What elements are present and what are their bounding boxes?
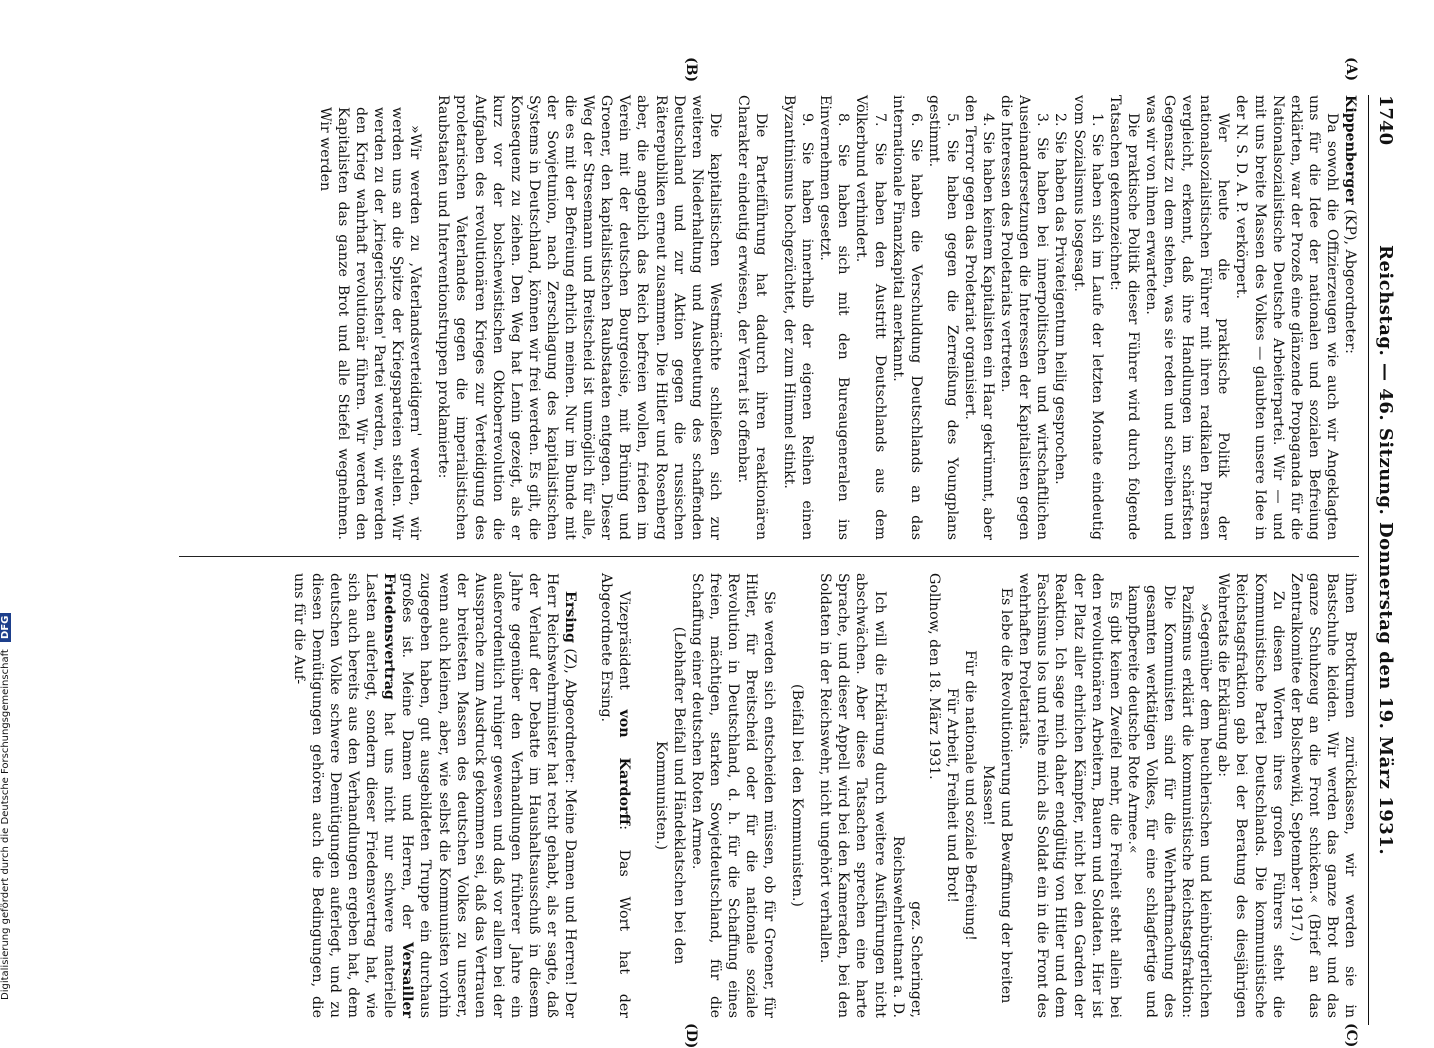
speech-paragraph: Es gibt keinen Zweifel mehr, die Freiheit steht allein bei den revolutionären Arbeitern, Bauern und Soldaten. Hier ist der Platz aller ehrlichen Kämpfer, nicht bei den Garden der Reaktion. Ich sage mich daher endgültig von Hitler und dem Faschismus los und reihe mich als Soldat ein in die Front des wehrhaften Proletariats. — [1016, 573, 1123, 1018]
place-date: Gollnow, den 18. März 1931. — [925, 573, 942, 780]
speech-paragraph: Die kapitalistischen Westmächte schließen sich zur weiteren Niederhaltung und Ausbeutung des schaffenden Deutschland und zur Aktion gegen die russischen Räterepubliken erneut zusammen. Die Hitler und Rosenberg aber, die angeblich das Reich befreien wollen, frieden im Verein mit der deutschen Bourgeoisie, mit Brüning und Groener, den kapitalistischen Raubstaaten entgegen. Dieser Weg der Stresemann und Breitscheid ist unmöglich für alle, die es mit der Befreiung ehrlich meinen. Nur im Bunde mit der Sowjetunion, nach Zerschlagung des kapitalistischen Systems in Deutschland, können wir frei werden. Es gilt, die Konsequenz zu ziehen. Den Weg hat Lenin gezeigt, als er kurz vor der bolschewistischen Oktoberrevolution die Aufgaben des revolutionären Krieges zur Verteidigung des proletarischen Vaterlandes gegen die imperialistischen Raubstaaten und Interventionstruppen proklamierte: — [435, 95, 723, 540]
speech-paragraph: ihnen Brotkrumen zurücklassen, wir werden sie in Bastschuhe kleiden. Wir werden das ganze Brot und das ganze Schuhzeug an die Front schicken.« (Brief an das Zentralkomitee der Bolschewiki, September 1917.) — [1287, 573, 1358, 1018]
list-item: 6. Sie haben die Verschuldung Deutschlands an das internationale Finanzkapital anerkannt. — [889, 95, 924, 540]
speech-paragraph — [290, 573, 580, 1018]
speech-paragraph: Da sowohl die Offizierzeugen wie auch wir Angeklagten uns für die Idee der nationalen und sozialen Befreiung erklärten, war der Prozeß eine glänzende Propaganda für die Nationalsozialistische Deutsche Arbeiterpartei. Wir — und mit uns breite Massen des Volkes — glaubten unsere Idee in der N. S. D. A. P. verkörpert. — [1233, 95, 1340, 540]
speech-paragraph — [597, 573, 633, 1018]
speaker-name: Ersing — [562, 591, 579, 643]
list-item: 7. Sie haben den Austritt Deutschlands aus dem Völkerbund verhindert. — [853, 95, 888, 540]
list-item: 5. Sie haben gegen die Zerreißung des Youngplans gestimmt. — [925, 95, 960, 540]
margin-mark-a: (A) — [1343, 57, 1359, 82]
speech-paragraph: Die praktische Politik dieser Führer wird durch folgende Tatsachen gekennzeichnet: — [1106, 95, 1141, 540]
emphasis: Versailler Friedensvertrag — [381, 573, 416, 1018]
footer-credit — [0, 400, 14, 1000]
page-header — [1368, 95, 1399, 1025]
speaker-name: Kippenberger — [1342, 95, 1358, 205]
vp-intro: Vizepräsident — [616, 591, 633, 710]
list-item: 1. Sie haben sich im Laufe der letzten Monate eindeutig vom Sozialismus losgesagt. — [1070, 95, 1105, 540]
quote-paragraph: »Gegenüber dem heuchlerischen und kleinbürgerlichen Pazifismus erklärt die kommunistische Reichstagsfraktion: Die Kommunisten sind für die Wehrhaftmachung des gesamten werktätigen Volkes, für eine schlagfertige und kampfbereite deutsche Rote Armee.« — [1124, 585, 1214, 1018]
slogan: Für die nationale und soziale Befreiung! — [962, 650, 979, 941]
left-column — [316, 95, 1359, 540]
reaction: (Lebhafter Beifall und Händeklatschen bei den Kommunisten.) — [652, 626, 687, 965]
reaction: (Beifall bei den Kommunisten.) — [789, 684, 806, 907]
speech-paragraph: Zu diesen Worten ihres großen Führers steht die Kommunistische Partei Deutschlands. Die kommunistische Reichstagsfraktion gab bei der Beratung des diesjährigen Wehretats die Erklärung ab: — [1215, 573, 1286, 1018]
speech-paragraph — [1341, 95, 1359, 540]
speech-paragraph: Sie werden sich entscheiden müssen, ob für Groener, für Hitler, für Breitscheid oder für die nationale soziale Revolution in Deutschland, d. h. für die Schaffung eines freien, mächtigen, starken Sowjetdeutschland, für die Schaffung einer deutschen Roten Armee. — [688, 573, 778, 1018]
right-column — [290, 573, 1359, 1018]
vp-name: von Kardorff — [616, 709, 633, 826]
signature-name: gez. Scheringer, — [907, 901, 924, 1018]
page-number: 1740 — [1375, 95, 1396, 146]
slogan: Es lebe die Revolutionierung und Bewaffnung der breiten Massen! — [980, 587, 1015, 1004]
list-item: 2. Sie haben das Privateigentum heilig gesprochen. — [1052, 113, 1069, 485]
margin-mark-d: (D) — [683, 1023, 699, 1048]
speech-text: (Z), Abgeordneter: Meine Damen und Herren! Der Herr Reichswehrminister hat recht gehabt, als er sagte, daß der Verlauf der Debatte im Haushaltsausschuß in diesem Jahre gegenüber den Verhandlungen früherer Jahre ein außerordentlich ruhiger gewesen und daß vor allem bei der Aussprache zum Ausdruck gekommen sei, daß das Vertrauen der breitesten Massen des deutschen Volkes zu unserer, wenn auch kleinen, aber, wie selbst die Kommunisten vorhin zugegeben haben, gut ausgebildeten Truppe ein durchaus großes ist. Meine Damen und Herren, der — [399, 573, 579, 1018]
margin-mark-b: (B) — [683, 57, 699, 83]
slogan: Für Arbeit, Freiheit und Brot! — [943, 688, 960, 903]
header-title: Reichstag. — 46. Sitzung. Donnerstag den 19. März 1931. — [1375, 245, 1396, 856]
quote-paragraph: »Wir werden zu ‚Vaterlandsverteidigern' werden, wir werden uns an die Spitze der Kriegsparteien stellen. Wir werden zu der ‚kriegerischsten' Partei werden, wir werden den Krieg wahrhaft revolutionär führen. Wir werden den Kapitalisten das ganze Brot und alle Stiefel wegnehmen. Wir werden — [316, 107, 424, 540]
speech-paragraph: Die Parteiführung hat dadurch ihren reaktionären Charakter eindeutig erwiesen, der Verrat ist offenbar. — [734, 95, 769, 540]
margin-mark-c: (C) — [1343, 1023, 1359, 1048]
signature-title: Reichswehrleutnant a. D. — [889, 835, 906, 1018]
credit-text: Digitalisierung gefördert durch die Deutsche Forschungsgemeinschaft — [0, 649, 11, 1000]
dfg-logo: DFG — [0, 613, 11, 642]
list-item: 9. Sie haben innerhalb der eigenen Reihen einen Byzantinismus hochgezüchtet, der zum Himmel stinkt. — [781, 95, 816, 540]
speech-text: hat uns nicht nur schwere materielle Lasten auferlegt, sondern dieser Friedensvertrag hat, wie sich auch bereits aus den Verhandlungen ergeben hat, dem deutschen Volke schwere Demütigungen auferlegt, und zu diesen Demütigungen gehören auch die Bedingungen, die uns für die Auf- — [290, 573, 398, 1018]
rotated-page — [139, 57, 1399, 1048]
list-item: 4. Sie haben keinem Kapitalisten ein Haar gekrümmt, aber den Terror gegen das Proletariat organisiert. — [962, 95, 997, 540]
speaker-note: (KP), Abgeordneter: — [1342, 204, 1358, 354]
list-item: 8. Sie haben sich mit den Bureaugeneralen ins Einvernehmen gesetzt. — [817, 95, 852, 540]
vp-rest: : Das Wort hat der Abgeordnete Ersing. — [598, 573, 633, 1018]
speech-paragraph: Ich will die Erklärung durch weitere Ausführungen nicht abschwächen. Aber diese Tatsachen sprechen eine harte Sprache, und dieser Appell wird bei den Kameraden, bei den Soldaten in der Reichswehr, nicht ungehört verhallen. — [817, 573, 888, 1018]
column-divider — [179, 556, 1359, 557]
list-item: 3. Sie haben bei innerpolitischen und wirtschaftlichen Auseinandersetzungen die Interessen der Kapitalisten gegen die Interessen des Proletariats vertreten. — [998, 95, 1051, 540]
speech-paragraph: Wer heute die praktische Politik der nationalsozialistischen Führer mit ihren radikalen Phrasen vergleicht, erkennt, daß ihre Handlungen im schärfsten Gegensatz zu dem stehen, was sie reden und schreiben und was wir von ihnen erwarteten. — [1142, 95, 1232, 540]
